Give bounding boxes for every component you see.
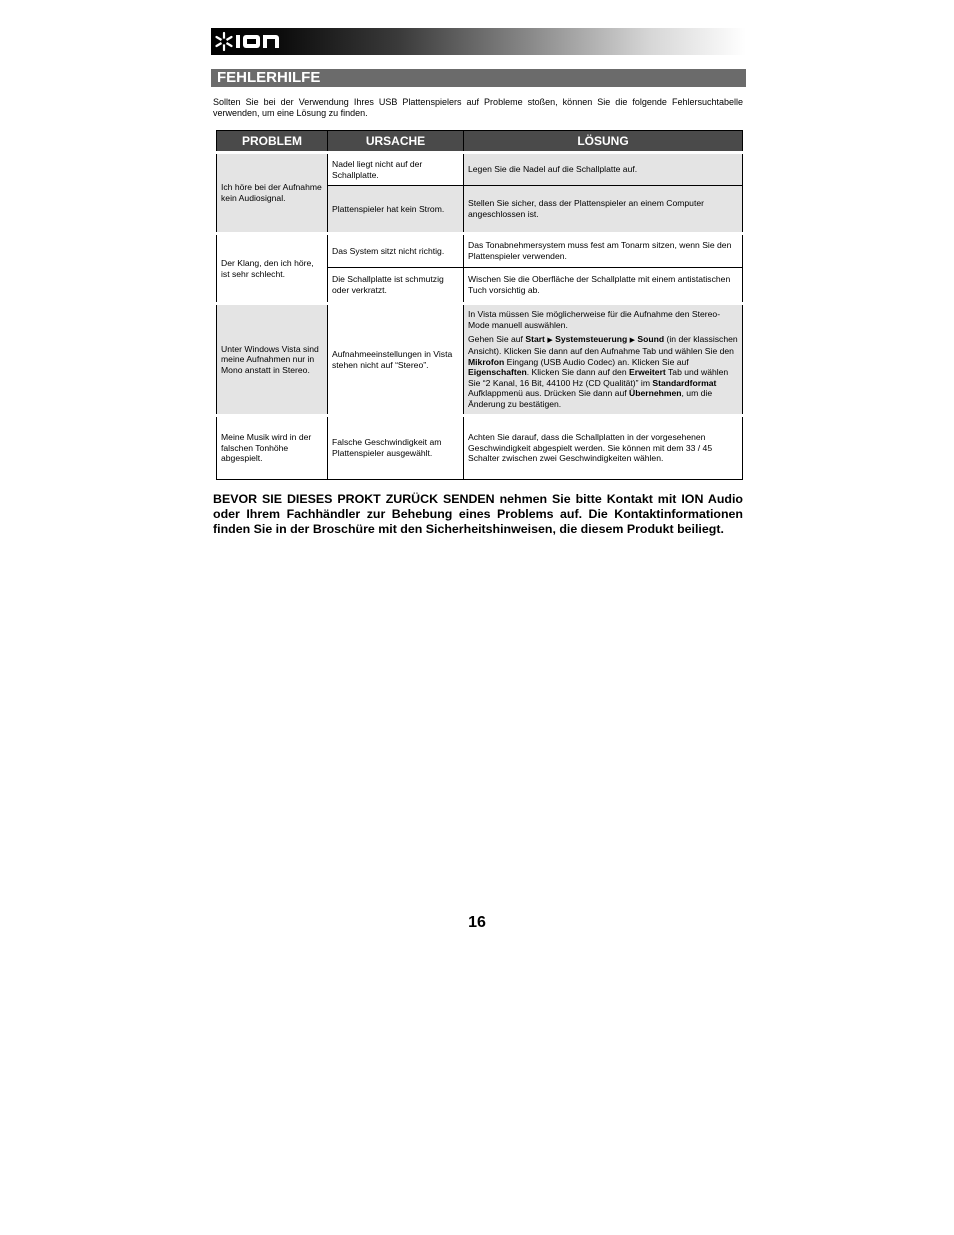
solution-steps (468, 334, 738, 410)
table-header-row (217, 131, 743, 153)
term-standardformat: Standardformat (652, 377, 717, 388)
problem-cell: Der Klang, den ich höre, ist sehr schlecht. (217, 234, 328, 304)
cause-cell: Falsche Geschwindigkeit am Plattenspieler ausgewählt. (328, 416, 464, 480)
solution-cell: Stellen Sie sicher, dass der Plattenspieler an einem Computer angeschlossen ist. (464, 186, 743, 234)
table-row (217, 153, 743, 186)
solution-cell: Achten Sie darauf, dass die Schallplatten in der vorgesehenen Geschwindigkeit abgespielt werden. Sie können mit dem 33 / 45 Schalter zwischen zwei Geschwindigkeiten wählen. (464, 416, 743, 480)
cause-cell: Aufnahmeeinstellungen in Vista stehen nicht auf “Stereo”. (328, 304, 464, 416)
page-number: 16 (468, 914, 486, 931)
solution-text: Tab und wählen Sie “2 Kanal, 16 Bit, 44100 Hz (CD Qualität)” im (468, 367, 729, 388)
header-ursache: URSACHE (328, 131, 464, 153)
term-eigenschaften: Eigenschaften (468, 367, 527, 378)
cause-cell: Nadel liegt nicht auf der Schallplatte. (328, 153, 464, 186)
menu-sound: Sound (637, 333, 665, 344)
intro-paragraph: Sollten Sie bei der Verwendung Ihres USB Plattenspielers auf Probleme stoßen, können Sie die folgende Fehlersuchtabelle verwenden, um eine Lösung zu finden. (213, 97, 743, 118)
cause-cell: Das System sitzt nicht richtig. (328, 234, 464, 268)
troubleshooting-table (216, 130, 743, 480)
arrow-right-icon: ▶ (547, 336, 553, 344)
solution-text: Aufklappmenü aus. Drücken Sie dann auf (468, 388, 629, 399)
section-title: FEHLERHILFE (211, 69, 746, 87)
return-notice: BEVOR SIE DIESES PROKT ZURÜCK SENDEN nehmen Sie bitte Kontakt mit ION Audio oder Ihrem Fachhändler zur Behebung eines Problems auf. Die Kontaktinformationen finden Sie in der Broschüre mit den Sicherheitshinweisen, die diesem Produkt beiliegt. (213, 492, 743, 536)
brand-header-bar (211, 28, 746, 55)
table-row (217, 416, 743, 480)
problem-cell: Unter Windows Vista sind meine Aufnahmen nur in Mono anstatt in Stereo. (217, 304, 328, 416)
term-uebernehmen: Übernehmen (629, 388, 682, 399)
solution-cell: Wischen Sie die Oberfläche der Schallplatte mit einem antistatischen Tuch vorsichtig ab. (464, 268, 743, 304)
solution-intro: In Vista müssen Sie möglicherweise für die Aufnahme den Stereo-Mode manuell auswählen. (468, 309, 721, 330)
ion-logo (214, 31, 286, 52)
cause-cell: Die Schallplatte ist schmutzig oder verkratzt. (328, 268, 464, 304)
arrow-right-icon: ▶ (629, 336, 636, 344)
term-erweitert: Erweitert (629, 367, 666, 378)
problem-cell: Ich höre bei der Aufnahme kein Audiosignal. (217, 153, 328, 234)
solution-text: Gehen Sie auf (468, 333, 526, 344)
solution-text: (in der klassischen Ansicht). Klicken Sie dann auf den Aufnahme Tab und wählen Sie den (468, 333, 738, 357)
ion-star-icon (214, 31, 286, 52)
solution-cell: Das Tonabnehmersystem muss fest am Tonarm sitzen, wenn Sie den Plattenspieler verwenden. (464, 234, 743, 268)
problem-cell: Meine Musik wird in der falschen Tonhöhe abgespielt. (217, 416, 328, 480)
table-row (217, 304, 743, 416)
menu-systemsteuerung: Systemsteuerung (555, 333, 628, 344)
solution-text: , um die Änderung zu bestätigen. (468, 388, 713, 410)
table-row (217, 234, 743, 268)
cause-cell: Plattenspieler hat kein Strom. (328, 186, 464, 234)
menu-start: Start (525, 333, 545, 344)
term-mikrofon: Mikrofon (468, 356, 505, 367)
header-loesung: LÖSUNG (464, 131, 743, 153)
header-problem: PROBLEM (217, 131, 328, 153)
solution-text: Eingang (USB Audio Codec) an. Klicken Sie auf (504, 356, 689, 367)
solution-cell: Legen Sie die Nadel auf die Schallplatte auf. (464, 153, 743, 186)
solution-cell (464, 304, 743, 416)
solution-text: . Klicken Sie dann auf den (526, 367, 629, 378)
